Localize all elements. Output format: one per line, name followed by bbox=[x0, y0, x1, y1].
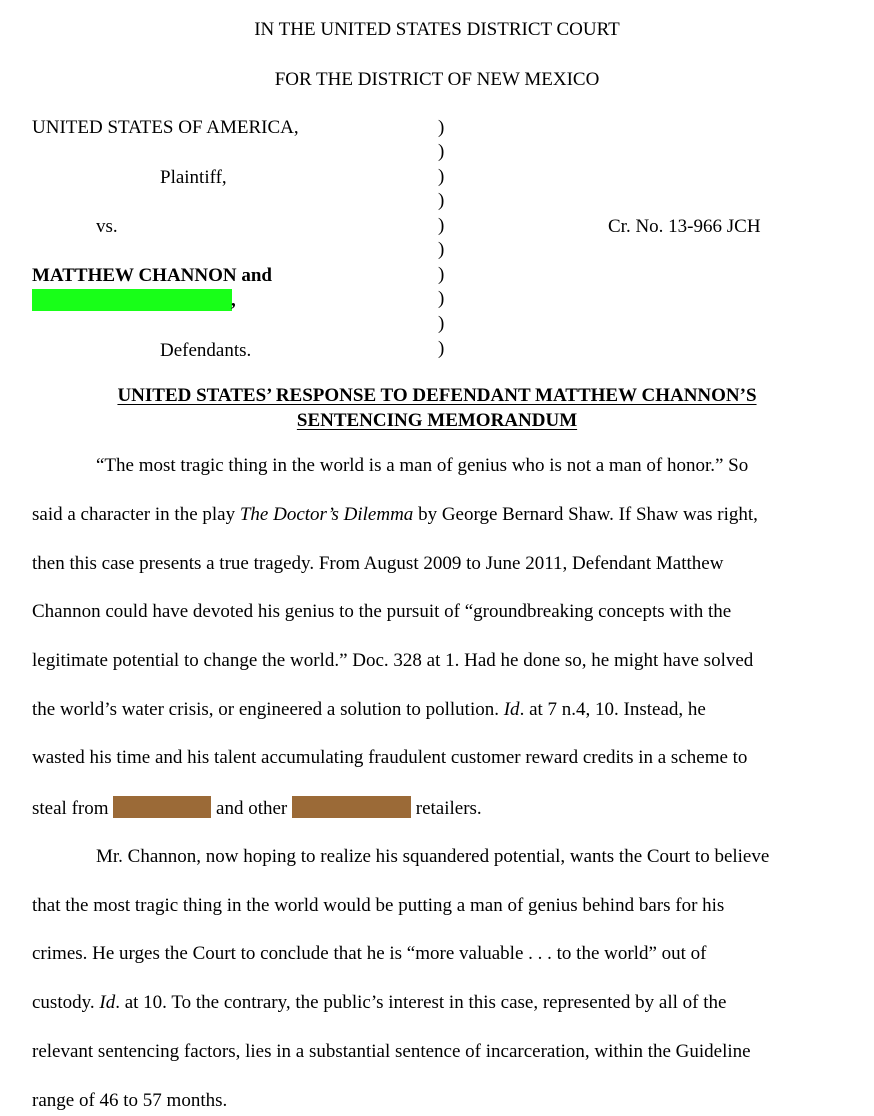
redacted-defendant-name bbox=[32, 289, 232, 311]
body-line: then this case presents a true tragedy. From August 2009 to June 2011, Defendant Matthew bbox=[32, 553, 724, 574]
caption-paren: ) bbox=[438, 313, 445, 334]
caption-paren: ) bbox=[438, 288, 445, 309]
defendant-name: MATTHEW CHANNON and bbox=[32, 265, 272, 286]
caption-paren: ) bbox=[438, 264, 445, 285]
body-line: relevant sentencing factors, lies in a substantial sentence of incarceration, within the Guideline bbox=[32, 1041, 751, 1062]
body-line: that the most tragic thing in the world would be putting a man of genius behind bars for his bbox=[32, 895, 725, 916]
plaintiff-role: Plaintiff, bbox=[160, 167, 227, 188]
redacted-retailer-name bbox=[113, 796, 211, 818]
document-title-line-1: UNITED STATES’ RESPONSE TO DEFENDANT MATTHEW CHANNON’S bbox=[117, 385, 757, 406]
caption-paren: ) bbox=[438, 215, 445, 236]
body-line: steal from and other retailers. bbox=[32, 798, 482, 819]
citation-id: Id bbox=[99, 992, 116, 1013]
body-line: Channon could have devoted his genius to the pursuit of “groundbreaking concepts with the bbox=[32, 601, 732, 622]
caption-paren: ) bbox=[438, 117, 445, 138]
caption-paren: ) bbox=[438, 166, 445, 187]
case-number: Cr. No. 13-966 JCH bbox=[608, 216, 761, 237]
caption-paren: ) bbox=[438, 338, 445, 359]
body-line: Mr. Channon, now hoping to realize his squandered potential, wants the Court to believe bbox=[96, 846, 770, 867]
caption-paren: ) bbox=[438, 141, 445, 162]
court-heading-line-2: FOR THE DISTRICT OF NEW MEXICO bbox=[274, 69, 600, 90]
body-line: the world’s water crisis, or engineered a solution to pollution. Id. at 7 n.4, 10. Instead, he bbox=[32, 699, 706, 720]
body-line: range of 46 to 57 months. bbox=[32, 1090, 228, 1111]
plaintiff-name: UNITED STATES OF AMERICA, bbox=[32, 117, 299, 138]
body-line: said a character in the play The Doctor’s Dilemma by George Bernard Shaw. If Shaw was right, bbox=[32, 504, 758, 525]
body-line: legitimate potential to change the world.” Doc. 328 at 1. Had he done so, he might have solved bbox=[32, 650, 754, 671]
redacted-defendant-suffix: , bbox=[231, 290, 236, 311]
citation-id: Id bbox=[503, 699, 520, 720]
document-title-line-2: SENTENCING MEMORANDUM bbox=[296, 410, 578, 431]
court-heading-line-1: IN THE UNITED STATES DISTRICT COURT bbox=[254, 19, 620, 40]
body-line: “The most tragic thing in the world is a man of genius who is not a man of honor.” So bbox=[96, 455, 749, 476]
caption-paren: ) bbox=[438, 190, 445, 211]
redacted-retailer-type bbox=[292, 796, 411, 818]
body-line: crimes. He urges the Court to conclude that he is “more valuable . . . to the world” out of bbox=[32, 943, 707, 964]
caption-paren: ) bbox=[438, 239, 445, 260]
defendant-role: Defendants. bbox=[160, 340, 252, 361]
body-line: wasted his time and his talent accumulating fraudulent customer reward credits in a scheme to bbox=[32, 747, 748, 768]
versus-label: vs. bbox=[96, 216, 118, 237]
body-line: custody. Id. at 10. To the contrary, the public’s interest in this case, represented by all of the bbox=[32, 992, 727, 1013]
play-title: The Doctor’s Dilemma bbox=[239, 504, 414, 525]
